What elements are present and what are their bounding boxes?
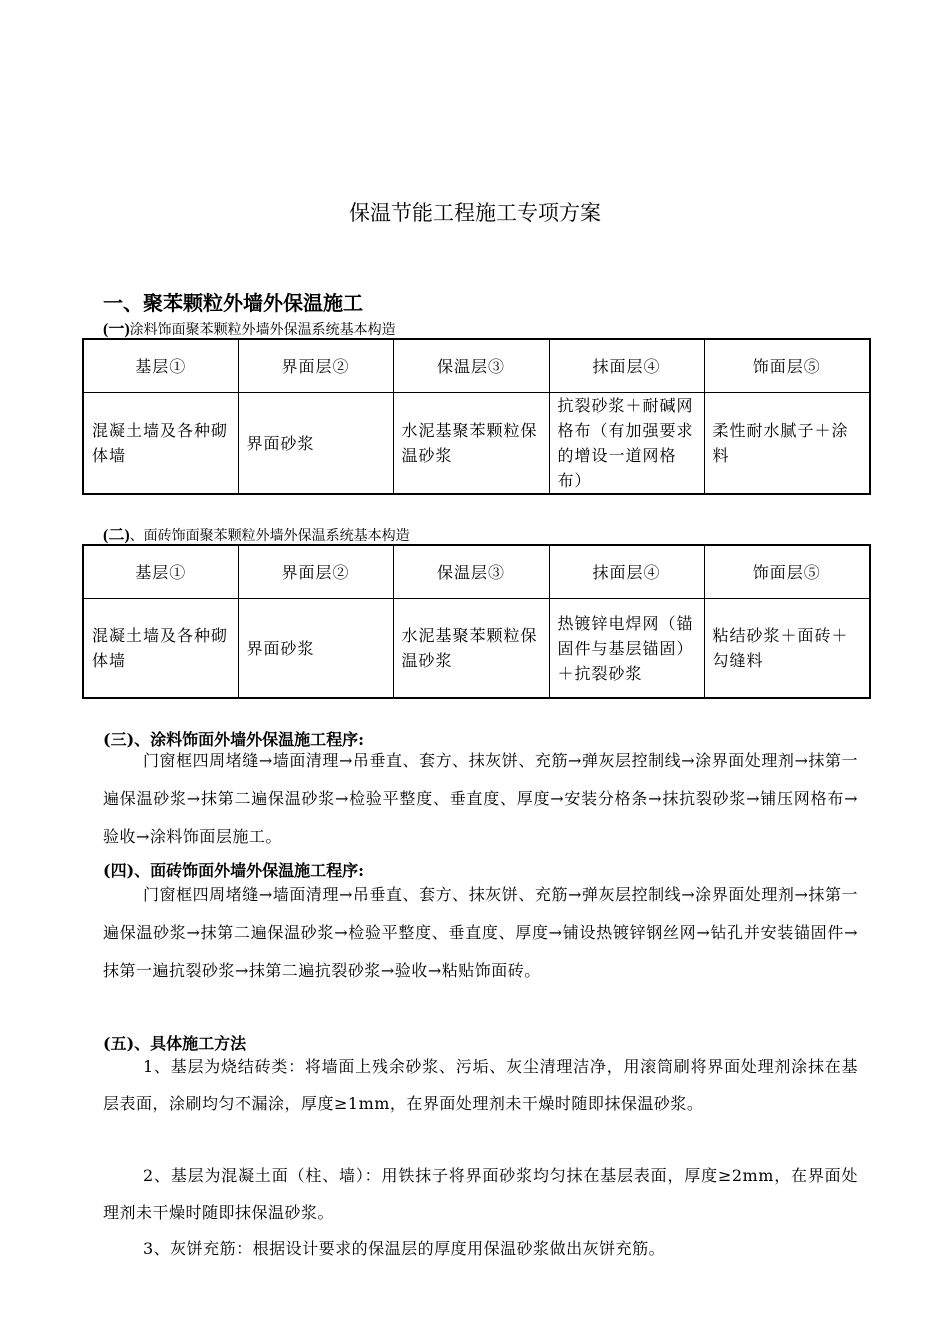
construction-table-1 [82,338,871,495]
table-header-cell: 抹面层④ [549,545,704,599]
table-header-cell: 界面层② [238,545,393,599]
table-header-cell: 饰面层⑤ [704,545,870,599]
table-cell: 抗裂砂浆＋耐碱网格布（有加强要求的增设一道网格布） [549,393,704,495]
table-cell: 水泥基聚苯颗粒保温砂浆 [393,599,549,699]
table-cell: 柔性耐水腻子＋涂料 [704,393,870,495]
table-cell: 界面砂浆 [238,393,393,495]
table2-caption-text: 、面砖饰面聚苯颗粒外墙外保温系统基本构造 [129,528,410,544]
method-item-1: 1、基层为烧结砖类：将墙面上残余砂浆、污垢、灰尘清理洁净，用滚筒刷将界面处理剂涂抹在基层表面，涂刷均匀不漏涂，厚度≥1mm，在界面处理剂未干燥时随即抹保温砂浆。 [103,1057,858,1113]
table-cell: 水泥基聚苯颗粒保温砂浆 [393,393,549,495]
construction-table-2 [82,544,871,699]
part5-heading: (五)、具体施工方法 [103,1034,247,1053]
section-heading: 一、聚苯颗粒外墙外保温施工 [103,291,363,315]
document-title: 保温节能工程施工专项方案 [349,201,601,225]
table-header-cell: 保温层③ [393,545,549,599]
part4-paragraph: 门窗框四周堵缝→墙面清理→吊垂直、套方、抹灰饼、充筋→弹灰层控制线→涂界面处理剂→抹第一遍保温砂浆→抹第二遍保温砂浆→检验平整度、垂直度、厚度→铺设热镀锌钢丝网→钻孔并安装锚固件→抹第一遍抗裂砂浆→抹第二遍抗裂砂浆→验收→粘贴饰面砖。 [103,885,858,980]
table-cell: 混凝土墙及各种砌体墙 [83,599,238,699]
table-header-cell: 保温层③ [393,339,549,393]
table-row [83,393,870,495]
table-header-cell: 界面层② [238,339,393,393]
table1-caption-text: 涂料饰面聚苯颗粒外墙外保温系统基本构造 [129,322,396,338]
table-header-cell: 饰面层⑤ [704,339,870,393]
table-header-cell: 基层① [83,545,238,599]
method-item-3: 3、灰饼充筋：根据设计要求的保温层的厚度用保温砂浆做出灰饼充筋。 [143,1239,666,1258]
part4-heading: (四)、面砖饰面外墙外保温施工程序: [103,861,365,880]
table1-caption [103,316,396,339]
table2-caption [103,522,410,545]
table-cell: 粘结砂浆＋面砖＋勾缝料 [704,599,870,699]
table2-caption-number: (二) [103,527,130,544]
method-item-2: 2、基层为混凝土面（柱、墙）：用铁抹子将界面砂浆均匀抹在基层表面，厚度≥2mm，在界面处理剂未干燥时随即抹保温砂浆。 [103,1166,858,1222]
table-cell: 热镀锌电焊网（锚固件与基层锚固）＋抗裂砂浆 [549,599,704,699]
table-row [83,599,870,699]
table1-caption-number: (一) [103,321,130,338]
table-cell: 界面砂浆 [238,599,393,699]
table-header-cell: 基层① [83,339,238,393]
part3-paragraph: 门窗框四周堵缝→墙面清理→吊垂直、套方、抹灰饼、充筋→弹灰层控制线→涂界面处理剂→抹第一遍保温砂浆→抹第二遍保温砂浆→检验平整度、垂直度、厚度→安装分格条→抹抗裂砂浆→铺压网格布→验收→涂料饰面层施工。 [103,751,858,846]
table-header-row [83,545,870,599]
table-cell: 混凝土墙及各种砌体墙 [83,393,238,495]
part3-heading: (三)、涂料饰面外墙外保温施工程序: [103,730,365,749]
table-header-cell: 抹面层④ [549,339,704,393]
table-header-row [83,339,870,393]
